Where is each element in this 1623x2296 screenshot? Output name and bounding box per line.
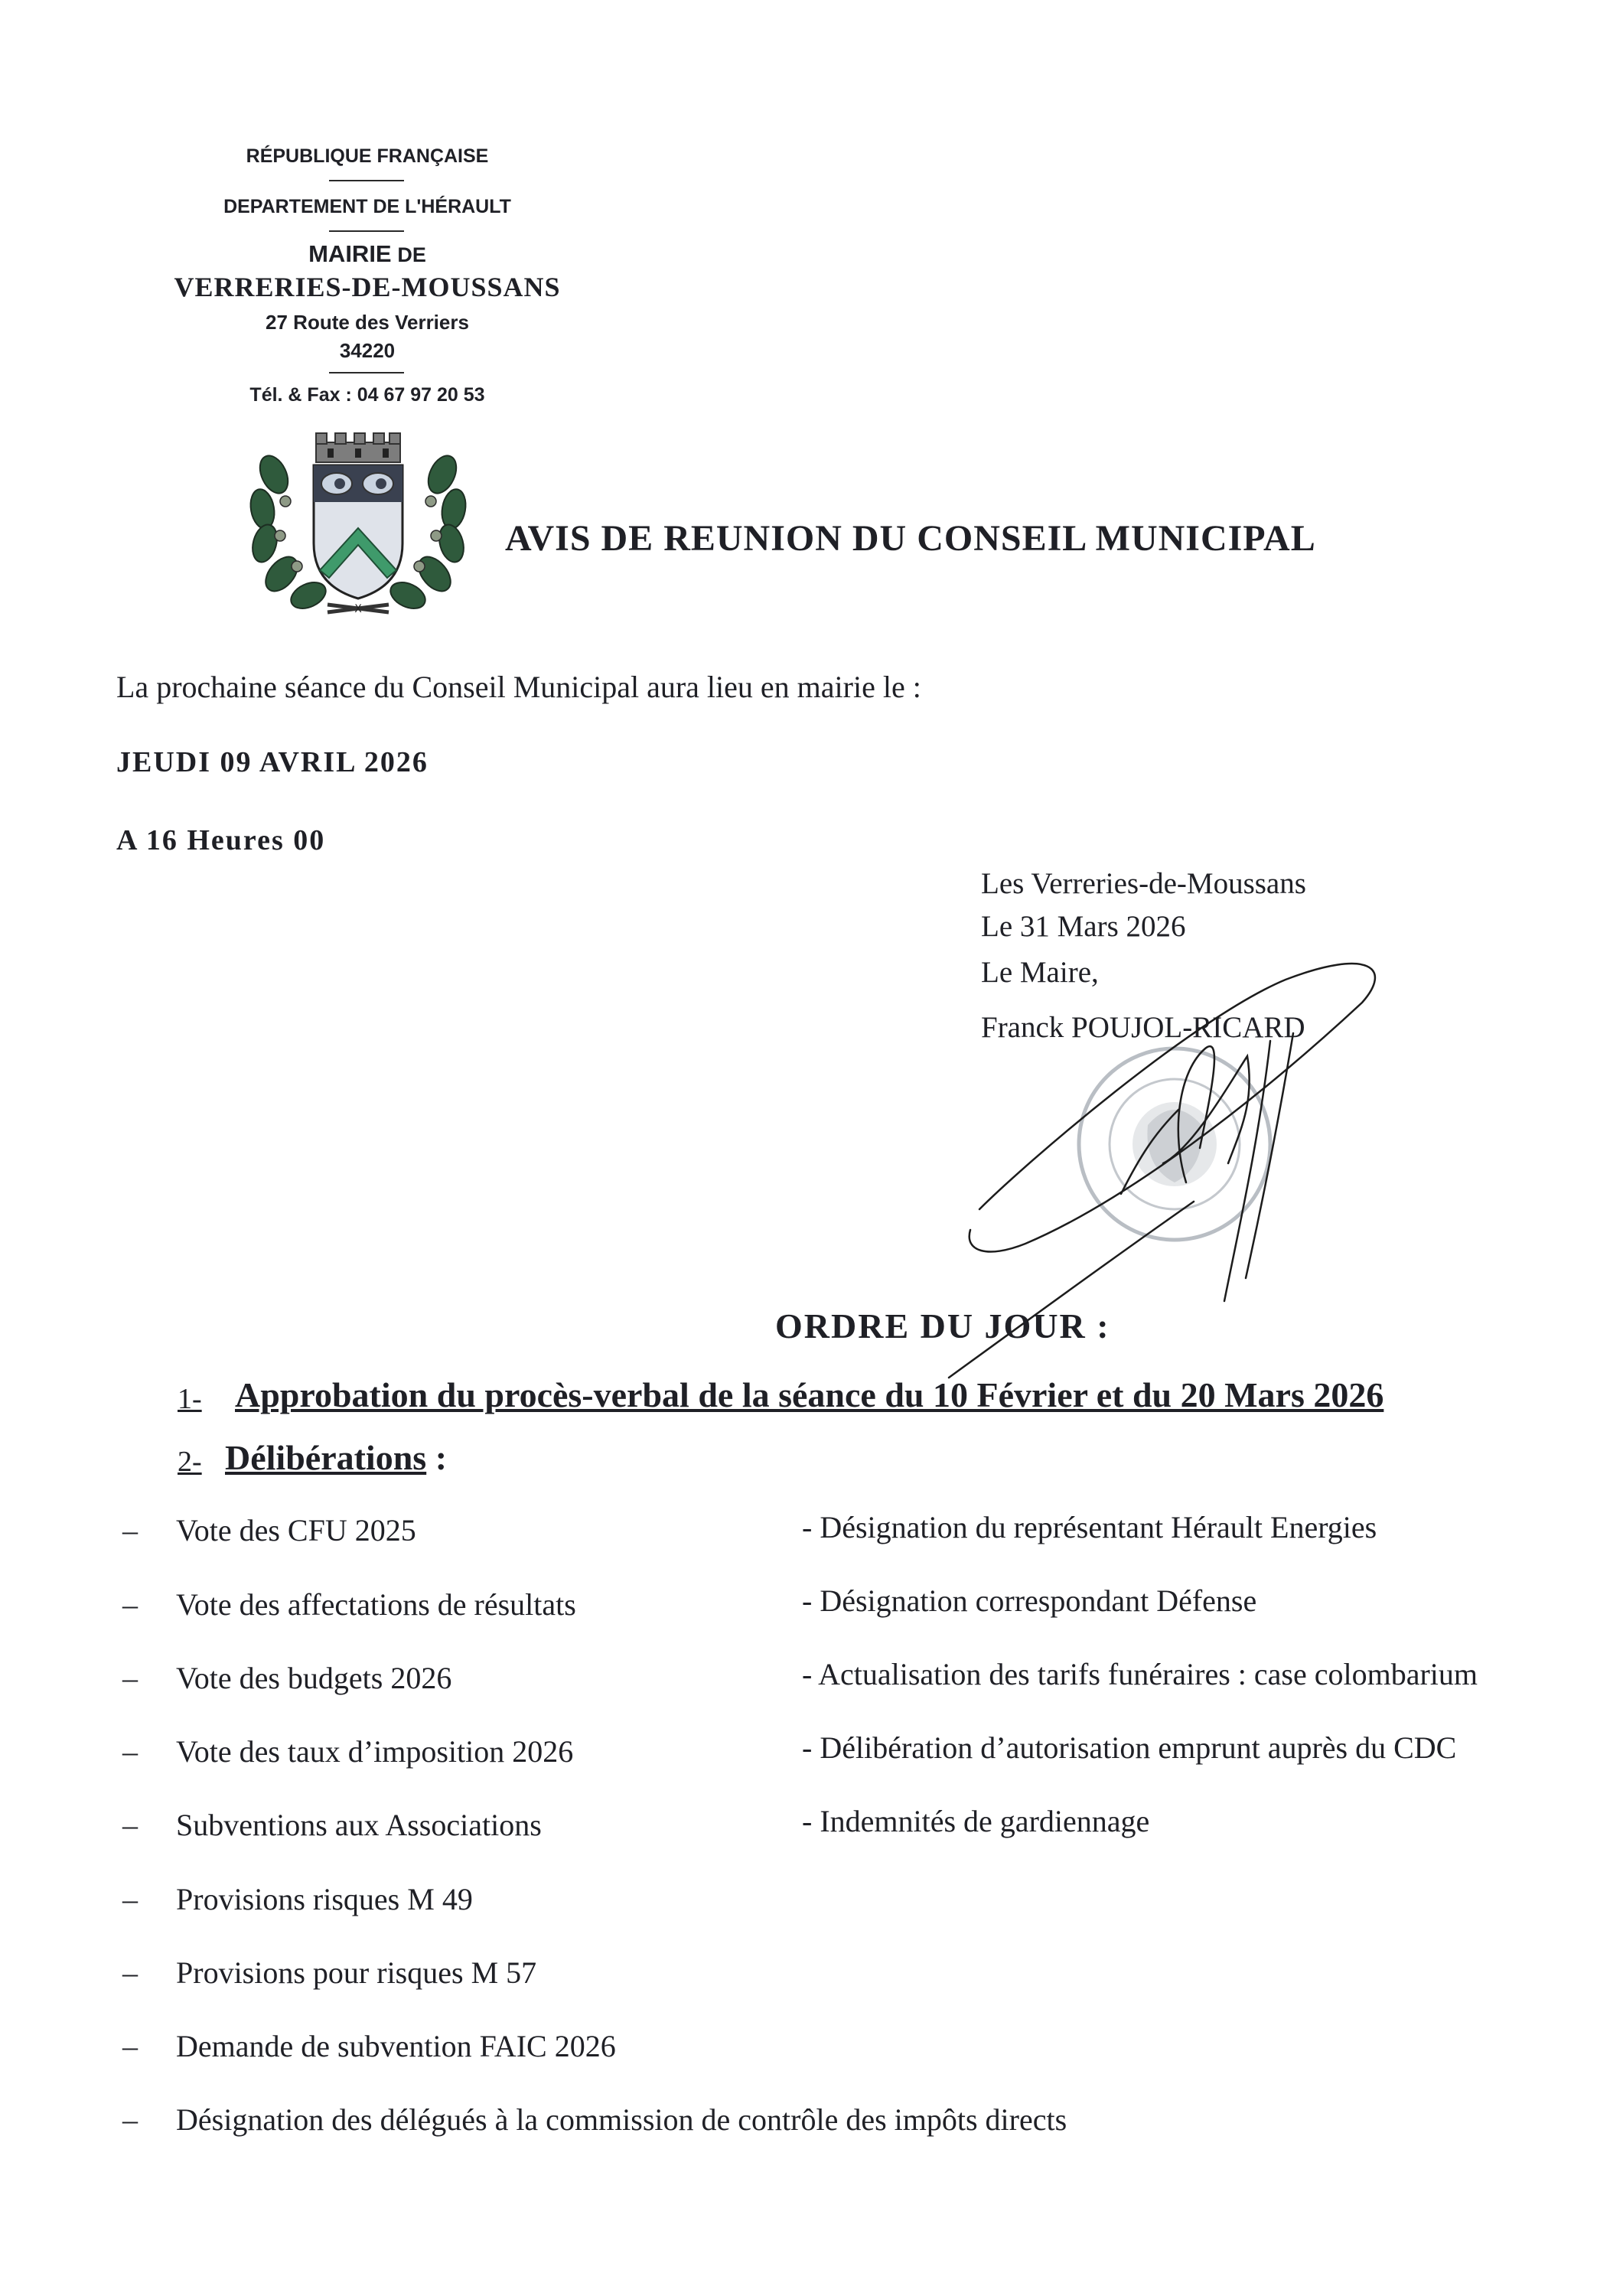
bullet-dash: – xyxy=(122,2029,138,2063)
town-name: VERRERIES-DE-MOUSSANS xyxy=(174,272,561,302)
signature-place: Les Verreries-de-Moussans xyxy=(981,867,1306,900)
deliberation-item: Désignation des délégués à la commission de contrôle des impôts directs xyxy=(176,2102,1067,2137)
agenda-item-1-title: Approbation du procès-verbal de la séance du 10 Février et du 20 Mars 2026 xyxy=(235,1375,1384,1414)
deliberation-item: - Désignation du représentant Hérault Energies xyxy=(802,1510,1377,1544)
bullet-dash: – xyxy=(122,1882,138,1916)
bullet-dash: – xyxy=(122,1513,138,1548)
deliberation-item: Subventions aux Associations xyxy=(176,1808,542,1842)
deliberation-item: Vote des taux d’imposition 2026 xyxy=(176,1734,574,1769)
department-label: DEPARTEMENT DE L'HÉRAULT xyxy=(223,196,511,217)
street-address: 27 Route des Verriers xyxy=(266,311,469,334)
postcode: 34220 xyxy=(339,339,396,362)
deliberation-item: - Indemnités de gardiennage xyxy=(802,1804,1150,1838)
meeting-time: A 16 Heures 00 xyxy=(116,824,326,856)
mairie-line xyxy=(153,240,582,268)
agenda-heading: ORDRE DU JOUR : xyxy=(775,1306,1110,1345)
deliberation-item: Provisions risques M 49 xyxy=(176,1882,473,1916)
mairie-de-label: DE xyxy=(397,243,426,266)
bullet-dash: – xyxy=(122,1587,138,1622)
coat-of-arms-emblem xyxy=(243,429,473,620)
bullet-dash: – xyxy=(122,1808,138,1842)
bullet-dash: – xyxy=(122,1661,138,1695)
deliberations-label: Délibérations xyxy=(225,1438,427,1477)
bullet-dash: – xyxy=(122,1734,138,1769)
svg-text:X: X xyxy=(354,603,362,615)
signature-date: Le 31 Mars 2026 xyxy=(981,910,1186,943)
header-divider xyxy=(329,180,404,181)
signature-role: Le Maire, xyxy=(981,956,1099,989)
deliberation-item: - Délibération d’autorisation emprunt auprès du CDC xyxy=(802,1730,1457,1765)
deliberations-colon: : xyxy=(426,1438,448,1477)
phone-fax: Tél. & Fax : 04 67 97 20 53 xyxy=(249,384,485,406)
agenda-item-1-number: 1- xyxy=(178,1383,202,1415)
bullet-dash: – xyxy=(122,1955,138,1990)
page-title: AVIS DE REUNION DU CONSEIL MUNICIPAL xyxy=(505,518,1316,559)
header-divider xyxy=(329,372,404,373)
mairie-label: MAIRIE xyxy=(308,240,392,267)
republic-label: RÉPUBLIQUE FRANÇAISE xyxy=(246,145,489,167)
deliberation-item: Provisions pour risques M 57 xyxy=(176,1955,537,1990)
deliberation-item: Vote des budgets 2026 xyxy=(176,1661,452,1695)
agenda-item-2-title xyxy=(225,1437,447,1478)
meeting-date: JEUDI 09 AVRIL 2026 xyxy=(116,746,429,778)
mayor-name: Franck POUJOL-RICARD xyxy=(981,1011,1305,1044)
deliberation-item: Vote des affectations de résultats xyxy=(176,1587,576,1622)
deliberation-item: - Actualisation des tarifs funéraires : case colombarium xyxy=(802,1657,1478,1691)
bullet-dash: – xyxy=(122,2102,138,2137)
agenda-item-2-number: 2- xyxy=(178,1446,202,1478)
deliberation-item: - Désignation correspondant Défense xyxy=(802,1583,1257,1618)
deliberation-item: Demande de subvention FAIC 2026 xyxy=(176,2029,616,2063)
intro-text: La prochaine séance du Conseil Municipal aura lieu en mairie le : xyxy=(116,670,921,704)
deliberation-item: Vote des CFU 2025 xyxy=(176,1513,416,1548)
header-divider xyxy=(329,230,404,232)
